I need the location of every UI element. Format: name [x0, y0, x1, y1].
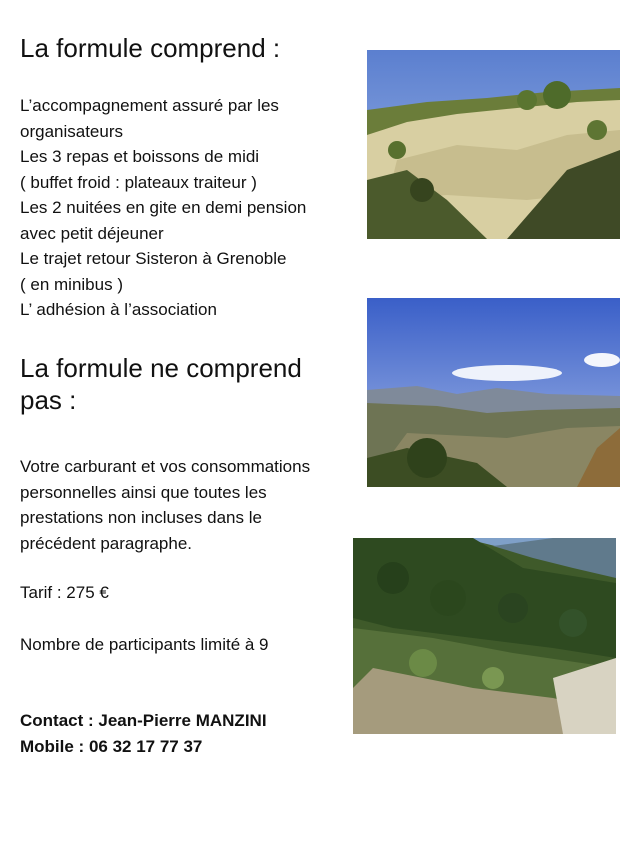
- landscape-photo-1: [367, 50, 620, 239]
- title-line: La formule ne comprend: [20, 353, 302, 383]
- contact-block: [20, 708, 267, 759]
- list-line: Les 3 repas et boissons de midi: [20, 147, 260, 166]
- tarif: Tarif : 275 €: [20, 583, 109, 602]
- included-list: [20, 93, 306, 323]
- landscape-photo-2: [367, 298, 620, 487]
- list-line: organisateurs: [20, 121, 124, 141]
- list-line: ( en minibus ): [20, 274, 123, 294]
- section-title-not-included: [20, 352, 302, 416]
- list-line: Les 2 nuitées en gite en demi pension: [20, 198, 307, 217]
- contact-name: Contact : Jean-Pierre MANZINI: [20, 711, 267, 730]
- section-title-included: La formule comprend :: [20, 33, 281, 63]
- not-included-text: [20, 454, 310, 556]
- text-line: précédent paragraphe.: [20, 533, 193, 553]
- list-line: avec petit déjeuner: [20, 223, 164, 243]
- title-line: pas :: [20, 385, 77, 415]
- text-line: prestations non incluses dans le: [20, 508, 262, 527]
- text-line: Votre carburant et vos consommations: [20, 457, 311, 476]
- list-line: Le trajet retour Sisteron à Grenoble: [20, 249, 287, 268]
- landscape-photo-3: [353, 538, 616, 734]
- list-line: L’ adhésion à l’association: [20, 300, 217, 319]
- participants-limit: Nombre de participants limité à 9: [20, 635, 269, 654]
- list-line: ( buffet froid : plateaux traiteur ): [20, 172, 257, 192]
- text-line: personnelles ainsi que toutes les: [20, 482, 267, 502]
- list-line: L’accompagnement assuré par les: [20, 96, 279, 115]
- contact-mobile: Mobile : 06 32 17 77 37: [20, 736, 203, 756]
